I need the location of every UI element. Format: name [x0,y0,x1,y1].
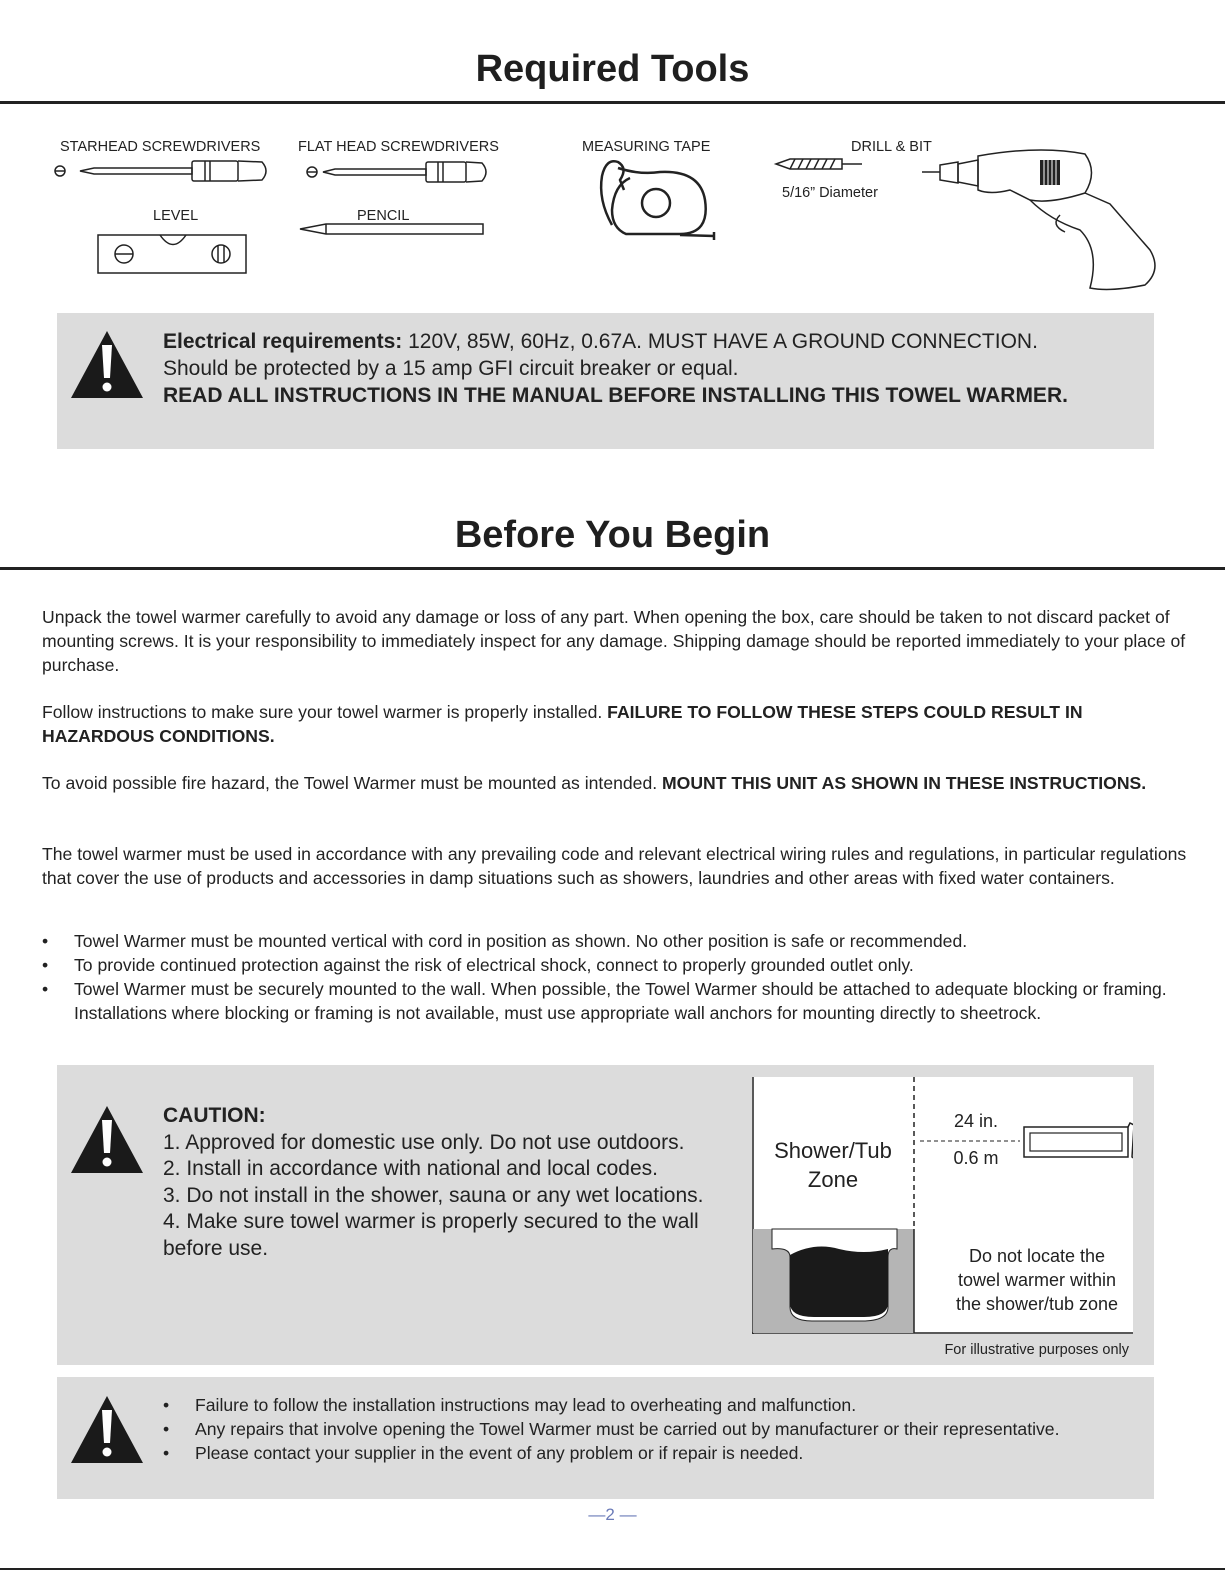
drill-bit-size: 5/16” Diameter [782,185,878,201]
bottom-rule [0,1568,1225,1570]
mounting-bullets [42,929,1182,1025]
zone-label: Shower/Tub Zone [774,1138,892,1192]
starhead-label: STARHEAD SCREWDRIVERS [60,139,261,155]
distance-inches: 24 in. [953,1111,999,1131]
follow-instructions-paragraph: Follow instructions to make sure your towel warmer is properly installed. FAILURE TO FOLLOW THESE STEPS COULD RESULT IN HAZARDOUS CONDITIONS. [42,702,1083,746]
warning-icon [69,1394,145,1466]
warning-icon [69,1104,145,1176]
electrical-label: Electrical requirements: [163,330,403,353]
required-tools-title: Required Tools [475,48,750,90]
starhead-screwdriver-icon [55,161,266,181]
list-item: • Please contact your supplier in the event of any problem or if repair is needed. [163,1441,1123,1465]
electrical-requirements [163,328,1133,409]
level-icon [98,235,246,273]
section-rule [0,567,1225,570]
list-item: • Towel Warmer must be mounted vertical with cord in position as shown. No other position is safe or recommended. [42,929,1182,953]
flathead-screwdriver-icon [307,162,486,182]
illustrative-disclaimer: For illustrative purposes only [944,1342,1129,1358]
pencil-icon [300,224,483,234]
placement-note: Do not locate the towel warmer within the shower/tub zone [955,1246,1119,1314]
before-you-begin-title: Before You Begin [454,514,771,556]
warning-icon [69,329,145,401]
drill-bit-icon [776,159,862,169]
caution-item: 1. Approved for domestic use only. Do not use outdoors. [163,1130,685,1154]
measuring-tape-label: MEASURING TAPE [582,139,711,155]
tools-illustration [0,0,1225,300]
read-instructions-note: READ ALL INSTRUCTIONS IN THE MANUAL BEFORE INSTALLING THIS TOWEL WARMER. [163,384,1068,407]
page-number: —2 — [588,1505,637,1524]
flathead-label: FLAT HEAD SCREWDRIVERS [298,139,499,155]
level-label: LEVEL [153,208,199,224]
caution-title: CAUTION: [163,1104,266,1127]
final-warning-bullets [163,1393,1123,1465]
caution-text [163,1103,723,1262]
list-item: • Failure to follow the installation instructions may lead to overheating and malfunction. [163,1393,1123,1417]
unpack-paragraph: Unpack the towel warmer carefully to avoid any damage or loss of any part. When opening the box, care should be taken to not discard packet of mounting screws. It is your responsibility to immediately inspect for any damage. Shipping damage should be reported immediately to your place of purchase. [42,607,1186,675]
gfi-note: Should be protected by a 15 amp GFI circuit breaker or equal. [163,357,739,380]
distance-meters: 0.6 m [953,1148,999,1168]
fire-hazard-paragraph: To avoid possible fire hazard, the Towel Warmer must be mounted as intended. MOUNT THIS UNIT AS SHOWN IN THESE INSTRUCTIONS. [42,773,1147,793]
electrical-specs: 120V, 85W, 60Hz, 0.67A. MUST HAVE A GROUND CONNECTION. [402,330,1038,353]
caution-item: 3. Do not install in the shower, sauna or any wet locations. [163,1183,704,1207]
list-item: • Any repairs that involve opening the Towel Warmer must be carried out by manufacturer or their representative. [163,1417,1123,1441]
caution-item: 4. Make sure towel warmer is properly secured to the wall before use. [163,1210,699,1260]
drill-label: DRILL & BIT [851,139,932,155]
drill-icon [922,150,1155,290]
pencil-label: PENCIL [357,208,410,224]
caution-item: 2. Install in accordance with national and local codes. [163,1157,658,1180]
list-item: • Towel Warmer must be securely mounted to the wall. When possible, the Towel Warmer should be attached to adequate blocking or framing. Installations where blocking or framing is not available, must use appropriate wall anchors for mounting directly to sheetrock. [42,977,1182,1025]
regulations-paragraph: The towel warmer must be used in accordance with any prevailing code and relevant electrical wiring rules and regulations, in particular regulations that cover the use of products and accessories in damp situations such as showers, laundries and other areas with fixed water containers. [42,844,1187,888]
list-item: • To provide continued protection against the risk of electrical shock, connect to properly grounded outlet only. [42,953,1182,977]
measuring-tape-icon [601,161,714,240]
